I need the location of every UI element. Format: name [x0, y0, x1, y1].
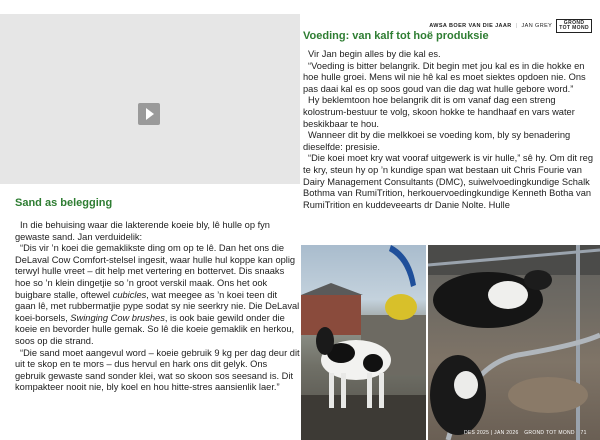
page-footer: [464, 430, 591, 436]
logo-line2: TOT MOND: [559, 25, 589, 31]
video-placeholder[interactable]: [0, 14, 300, 184]
header-author: JAN GREY: [521, 23, 553, 29]
page-number: 71: [580, 430, 587, 436]
logo-line1: GROND: [563, 20, 585, 26]
paragraph: In die behuising waar die lakterende koeie bly, lê hulle op fyn gewaste sand. Jan verduidelik:: [15, 220, 270, 242]
paragraph: Hy beklemtoon hoe belangrik dit is om vanaf dag een streng kolostrum-bestuur te volg, skoon hokke te handhaaf en vars water beskikbaar te hou.: [303, 95, 575, 129]
header-title: AWSA BOER VAN DIE JAAR: [429, 23, 512, 29]
brush-arm: [389, 245, 416, 287]
footer-magazine: GROND TOT MOND: [524, 430, 575, 436]
photo-lying-cows: [428, 245, 600, 440]
barn-wall: [301, 295, 361, 335]
ground: [301, 395, 426, 440]
paragraph: Vir Jan begin alles by die kal es.: [308, 49, 441, 59]
paragraph: “Die koei moet kry wat vooraf uitgewerk is vir hulle,” sê hy. Om dit reg te kry, steun hy op ’n kundige span wat bestaan uit Chris Fourie van Dairy Management Consultants (DMC), suiwelvoedingkundige Schalk Bothma van RumiTrition, herkouervoedingkundige Kenneth Botha van RumiTrition en kuddeveearts dr Danie Nolte. Hulle: [303, 153, 594, 210]
magazine-logo: [556, 19, 592, 33]
paragraph: “Voeding is bitter belangrik. Dit begin met jou kal es in die hokke en hoe hulle groei. Mens wil nie hê kal es moet siektes opdoen nie. Ons pas daai kal es op soos goud van die dag wat hulle gebore word.”: [303, 60, 586, 94]
right-column-text: [303, 49, 595, 211]
photo-cow-brush: [301, 245, 426, 440]
section-heading-sand: Sand as belegging: [15, 197, 113, 209]
italic-term: Swinging Cow brushes: [70, 312, 165, 323]
header-separator: |: [515, 23, 518, 29]
footer-issue: DES 2025 | JAN 2026: [464, 430, 519, 436]
paragraph: “Die sand moet aangevul word – koeie gebruik 9 kg per dag deur dit uit te skop en te mors – dus hervul en hark ons dit gelyk. Ons gebruik gewaste sand sonder klei, wat so skoon sos seesand is. Dit kompakteer nooit nie, bly koel en hou hitte-stres aansienlik laer.”: [15, 347, 300, 393]
paragraph-end: , is ook baie gewild onder die koeie en bevorder hulle gemak. So lê die koeie gemaklik en herkou, soos op die strand.: [15, 312, 295, 346]
paragraph: Wanneer dit by die melkkoei se voeding kom, bly sy benadering dieselfde: presisie.: [303, 130, 571, 152]
cow-head: [316, 327, 334, 355]
yellow-brush: [385, 294, 417, 320]
play-icon[interactable]: [138, 103, 160, 125]
barn-roof: [301, 283, 363, 295]
paragraph-middle: , wat meegee as ’n koei teen dit gaan lê, met rubbermatjie pype sodat sy nie seerkry nie. Die DeLaval koei-borsels,: [15, 289, 300, 323]
paragraph-start: “Dis vir ’n koei die gemaklikste ding om op te lê. Dan het ons die DeLaval Cow Comfort-stelsel ingesit, waar hulle hul koppe kan oplig terwyl hulle vreet – dit help met vertering en bottervet. Dis snaaks hoe so ’n klein dingetjie so ’n groot verskil maak. Ons het ook buigbare stalle, oftewel: [15, 243, 296, 300]
left-column-text: [15, 220, 300, 394]
section-heading-voeding: Voeding: van kalf tot hoë produksie: [303, 30, 489, 42]
paragraph: [15, 243, 300, 347]
italic-term: cubicles: [112, 289, 147, 300]
